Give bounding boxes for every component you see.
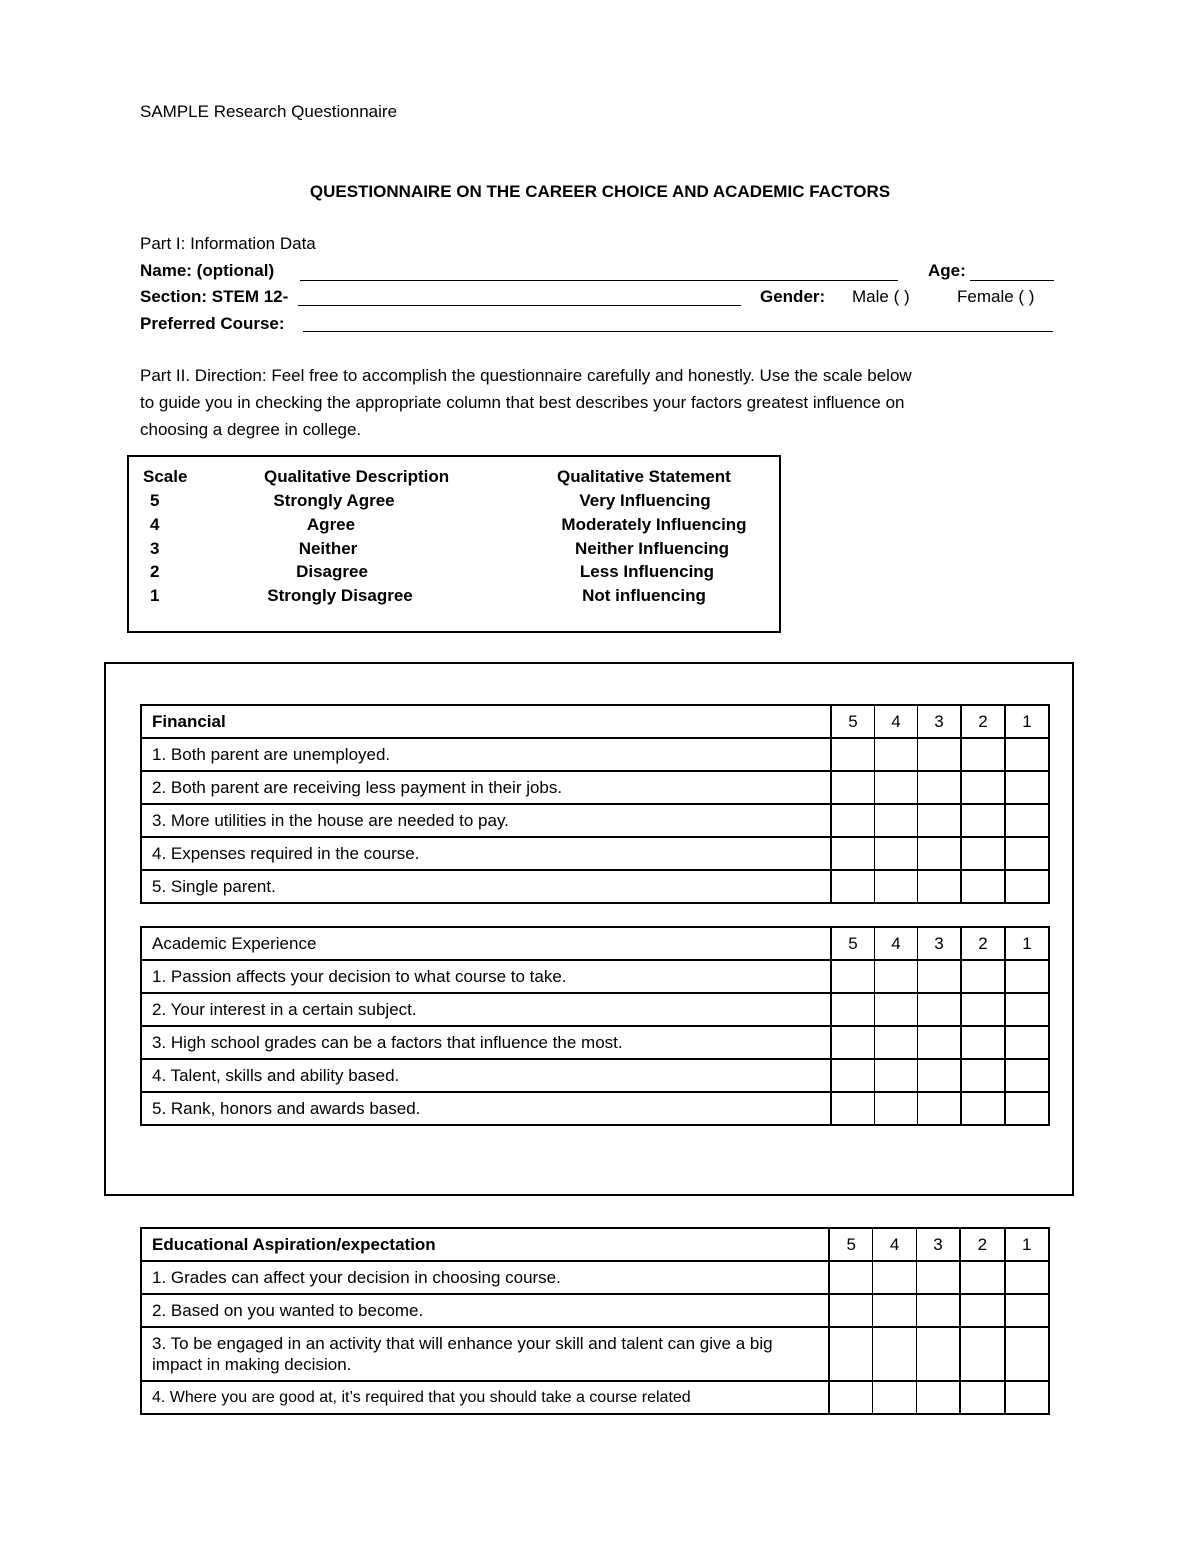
rating-cell-2[interactable] — [960, 1294, 1004, 1327]
item-statement: 1. Both parent are unemployed. — [141, 738, 831, 771]
scale-statement: Very Influencing — [579, 491, 711, 510]
rating-cell-1[interactable] — [1005, 1059, 1049, 1092]
rating-col-5: 5 — [829, 1228, 873, 1261]
scale-description: Disagree — [296, 562, 368, 581]
table-row — [141, 1294, 1049, 1327]
rating-cell-2[interactable] — [961, 993, 1005, 1026]
scale-value: 2 — [150, 562, 160, 581]
name-label: Name: (optional) — [140, 261, 275, 280]
rating-cell-2[interactable] — [960, 1261, 1004, 1294]
section-field[interactable] — [298, 305, 741, 306]
rating-col-3: 3 — [918, 927, 962, 960]
section-label: Section: STEM 12- — [140, 287, 289, 306]
rating-cell-2[interactable] — [960, 1327, 1004, 1381]
rating-col-1: 1 — [1005, 705, 1049, 738]
rating-cell-5[interactable] — [829, 1381, 873, 1414]
statement-header: Qualitative Statement — [557, 467, 731, 486]
direction-line-2: to guide you in checking the appropriate column that best describes your factors greatest influence on — [140, 393, 905, 412]
description-header: Qualitative Description — [264, 467, 450, 486]
rating-cell-2[interactable] — [961, 804, 1005, 837]
gender-male-option[interactable]: Male ( ) — [852, 287, 910, 306]
scale-statement: Less Influencing — [579, 562, 715, 581]
rating-cell-5[interactable] — [831, 960, 875, 993]
rating-col-5: 5 — [831, 927, 875, 960]
rating-cell-4[interactable] — [875, 1026, 918, 1059]
rating-cell-5[interactable] — [831, 771, 875, 804]
financial-table — [140, 704, 1050, 904]
rating-cell-4[interactable] — [875, 837, 918, 870]
item-statement: 2. Your interest in a certain subject. — [141, 993, 831, 1026]
table-row — [141, 738, 1049, 771]
rating-cell-5[interactable] — [829, 1294, 873, 1327]
age-field[interactable] — [970, 280, 1054, 281]
rating-cell-1[interactable] — [1005, 1092, 1049, 1125]
table-header-row — [141, 1228, 1049, 1261]
item-statement: 2. Both parent are receiving less payment in their jobs. — [141, 771, 831, 804]
scale-description: Agree — [306, 515, 356, 534]
item-statement: 3. High school grades can be a factors that influence the most. — [141, 1026, 831, 1059]
table-header-row — [141, 927, 1049, 960]
rating-cell-1[interactable] — [1005, 1026, 1049, 1059]
rating-cell-4[interactable] — [873, 1261, 916, 1294]
rating-cell-2[interactable] — [961, 960, 1005, 993]
preferred-course-field[interactable] — [303, 331, 1053, 332]
rating-cell-5[interactable] — [831, 738, 875, 771]
rating-cell-3[interactable] — [916, 1327, 960, 1381]
rating-cell-4[interactable] — [873, 1294, 916, 1327]
rating-cell-1[interactable] — [1005, 771, 1049, 804]
rating-cell-3[interactable] — [916, 1294, 960, 1327]
rating-col-4: 4 — [873, 1228, 916, 1261]
rating-cell-1[interactable] — [1005, 837, 1049, 870]
rating-cell-3[interactable] — [918, 1026, 962, 1059]
table-row — [141, 1092, 1049, 1125]
rating-cell-3[interactable] — [918, 1092, 962, 1125]
scale-value: 5 — [150, 491, 160, 510]
page-title: QUESTIONNAIRE ON THE CAREER CHOICE AND ACADEMIC FACTORS — [309, 182, 891, 201]
rating-cell-3[interactable] — [918, 1059, 962, 1092]
rating-cell-2[interactable] — [961, 870, 1005, 903]
rating-cell-5[interactable] — [831, 1059, 875, 1092]
gender-female-option[interactable]: Female ( ) — [957, 287, 1035, 306]
scale-statement: Neither Influencing — [575, 539, 729, 558]
scale-statement: Moderately Influencing — [561, 515, 747, 534]
rating-cell-2[interactable] — [961, 1059, 1005, 1092]
rating-cell-3[interactable] — [916, 1261, 960, 1294]
table-row — [141, 804, 1049, 837]
rating-col-2: 2 — [961, 705, 1005, 738]
rating-cell-4[interactable] — [875, 960, 918, 993]
rating-cell-2[interactable] — [961, 837, 1005, 870]
rating-cell-1[interactable] — [1005, 1381, 1049, 1414]
rating-cell-4[interactable] — [875, 870, 918, 903]
rating-cell-5[interactable] — [831, 804, 875, 837]
section-title: Educational Aspiration/expectation — [141, 1228, 829, 1261]
rating-col-3: 3 — [918, 705, 962, 738]
rating-cell-1[interactable] — [1005, 1261, 1049, 1294]
part1-heading: Part I: Information Data — [140, 234, 316, 253]
age-label: Age: — [928, 261, 966, 280]
rating-cell-4[interactable] — [873, 1381, 916, 1414]
rating-col-3: 3 — [916, 1228, 960, 1261]
item-statement: 1. Grades can affect your decision in choosing course. — [141, 1261, 829, 1294]
rating-cell-4[interactable] — [873, 1327, 916, 1381]
rating-cell-4[interactable] — [875, 738, 918, 771]
rating-cell-3[interactable] — [916, 1381, 960, 1414]
rating-col-4: 4 — [875, 705, 918, 738]
preferred-course-label: Preferred Course: — [140, 314, 285, 333]
rating-cell-5[interactable] — [831, 1026, 875, 1059]
table-row — [141, 1261, 1049, 1294]
rating-cell-1[interactable] — [1005, 1327, 1049, 1381]
rating-cell-1[interactable] — [1005, 993, 1049, 1026]
rating-cell-5[interactable] — [831, 993, 875, 1026]
rating-cell-5[interactable] — [829, 1261, 873, 1294]
item-statement: 1. Passion affects your decision to what course to take. — [141, 960, 831, 993]
rating-cell-1[interactable] — [1005, 1294, 1049, 1327]
rating-col-2: 2 — [960, 1228, 1004, 1261]
educational-aspiration-table — [140, 1227, 1050, 1415]
rating-cell-3[interactable] — [918, 837, 962, 870]
rating-cell-1[interactable] — [1005, 804, 1049, 837]
rating-cell-4[interactable] — [875, 1059, 918, 1092]
scale-value: 4 — [150, 515, 160, 534]
rating-col-2: 2 — [961, 927, 1005, 960]
rating-cell-4[interactable] — [875, 1092, 918, 1125]
table-row — [141, 1059, 1049, 1092]
section-title: Academic Experience — [141, 927, 831, 960]
scale-value: 1 — [150, 586, 160, 605]
item-statement: 4. Where you are good at, it’s required that you should take a course related — [141, 1381, 829, 1414]
section-title: Financial — [141, 705, 831, 738]
rating-cell-2[interactable] — [961, 771, 1005, 804]
academic-experience-table — [140, 926, 1050, 1126]
rating-col-4: 4 — [875, 927, 918, 960]
scale-description: Strongly Disagree — [267, 586, 413, 605]
rating-cell-3[interactable] — [918, 771, 962, 804]
table-header-row — [141, 705, 1049, 738]
direction-line-3: choosing a degree in college. — [140, 420, 362, 439]
rating-col-5: 5 — [831, 705, 875, 738]
item-statement: 2. Based on you wanted to become. — [141, 1294, 829, 1327]
table-row — [141, 1026, 1049, 1059]
rating-cell-2[interactable] — [961, 738, 1005, 771]
rating-cell-2[interactable] — [961, 1026, 1005, 1059]
rating-cell-4[interactable] — [875, 993, 918, 1026]
table-row — [141, 837, 1049, 870]
name-field[interactable] — [300, 280, 898, 281]
rating-cell-5[interactable] — [831, 1092, 875, 1125]
rating-col-1: 1 — [1005, 927, 1049, 960]
item-statement: 4. Expenses required in the course. — [141, 837, 831, 870]
scale-description: Strongly Agree — [273, 491, 395, 510]
rating-cell-3[interactable] — [918, 738, 962, 771]
rating-cell-5[interactable] — [829, 1327, 873, 1381]
rating-cell-4[interactable] — [875, 771, 918, 804]
item-statement: 3. To be engaged in an activity that will enhance your skill and talent can give a big impact in making decision. — [141, 1327, 829, 1381]
rating-cell-4[interactable] — [875, 804, 918, 837]
table-row — [141, 993, 1049, 1026]
rating-cell-2[interactable] — [961, 1092, 1005, 1125]
gender-label: Gender: — [760, 287, 826, 306]
scale-value: 3 — [150, 539, 160, 558]
table-row — [141, 1327, 1049, 1381]
scale-description: Neither — [298, 539, 358, 558]
item-statement: 3. More utilities in the house are needed to pay. — [141, 804, 831, 837]
document-label: SAMPLE Research Questionnaire — [140, 102, 398, 121]
rating-cell-2[interactable] — [960, 1381, 1004, 1414]
scale-statement: Not influencing — [582, 586, 706, 605]
rating-cell-3[interactable] — [918, 993, 962, 1026]
rating-cell-3[interactable] — [918, 960, 962, 993]
rating-cell-1[interactable] — [1005, 738, 1049, 771]
table-row — [141, 1381, 1049, 1414]
rating-cell-5[interactable] — [831, 837, 875, 870]
item-statement: 4. Talent, skills and ability based. — [141, 1059, 831, 1092]
scale-header: Scale — [143, 467, 188, 486]
rating-cell-1[interactable] — [1005, 960, 1049, 993]
rating-cell-5[interactable] — [831, 870, 875, 903]
table-row — [141, 960, 1049, 993]
item-statement: 5. Rank, honors and awards based. — [141, 1092, 831, 1125]
table-row — [141, 771, 1049, 804]
rating-cell-3[interactable] — [918, 870, 962, 903]
rating-cell-3[interactable] — [918, 804, 962, 837]
item-statement: 5. Single parent. — [141, 870, 831, 903]
table-row — [141, 870, 1049, 903]
rating-col-1: 1 — [1005, 1228, 1049, 1261]
direction-line-1: Part II. Direction: Feel free to accomplish the questionnaire carefully and honestly. Use the scale below — [140, 366, 912, 385]
rating-cell-1[interactable] — [1005, 870, 1049, 903]
